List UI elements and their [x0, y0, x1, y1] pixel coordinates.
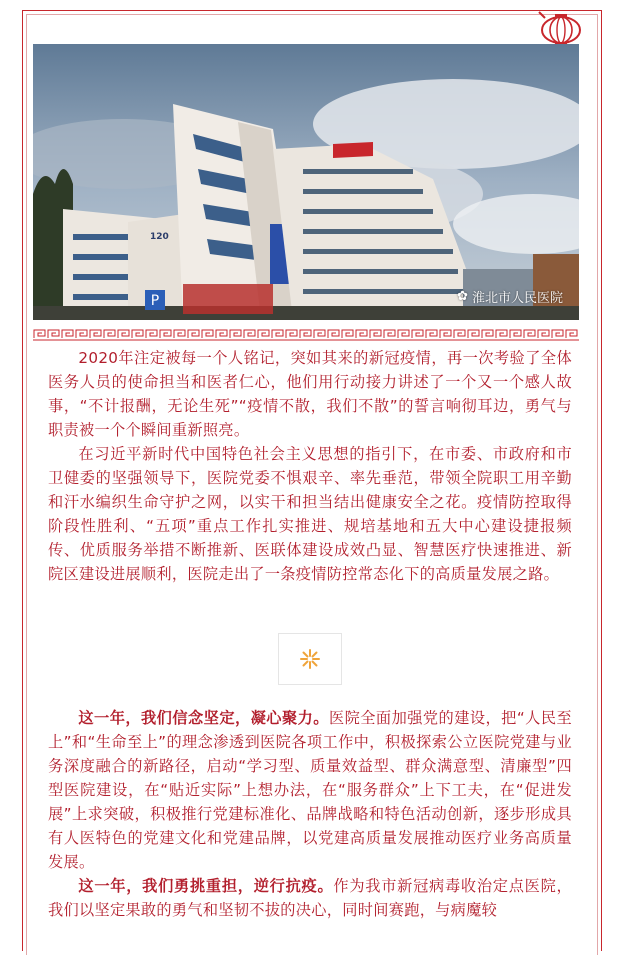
svg-text:P: P [150, 293, 160, 309]
wechat-icon: ✿ [457, 289, 468, 304]
paragraph-3-lead: 这一年，我们信念坚定，凝心聚力。 [78, 709, 329, 727]
section-divider [278, 633, 342, 685]
paragraph-3 [48, 706, 572, 874]
sunburst-icon [299, 648, 321, 670]
paragraph-4-body: 作为我市新冠病毒收治定点医院，我们以坚定果敢的勇气和坚韧不拔的决心，同时间赛跑，与病魔较 [48, 877, 572, 919]
paragraph-2: 在习近平新时代中国特色社会主义思想的指引下，在市委、市政府和市卫健委的坚强领导下，医院党委不惧艰辛、率先垂范，带领全院职工用辛勤和汗水编织生命守护之网，以实干和担当结出健康安全之花。疫情防控取得阶段性胜利、“五项”重点工作扎实推进、规培基地和五大中心建设捷报频传、优质服务举措不断推新、医联体建设成效凸显、智慧医疗快速推进、新院区建设进展顺利，医院走出了一条疫情防控常态化下的高质量发展之路。 [48, 445, 572, 583]
watermark [457, 287, 563, 306]
hospital-photo [33, 44, 579, 320]
paragraph-1: 2020年注定被每一个人铭记，突如其来的新冠疫情，再一次考验了全体医务人员的使命担当和医者仁心，他们用行动接力讲述了一个又一个感人故事，“不计报酬，无论生死”“疫情不散，我们不散”的誓言响彻耳边，勇气与职责被一个个瞬间重新照亮。 [48, 349, 572, 439]
paragraph-4 [48, 874, 572, 922]
watermark-text: 淮北市人民医院 [471, 291, 563, 306]
paragraph-4-lead: 这一年，我们勇挑重担，逆行抗疫。 [78, 877, 334, 895]
article-intro [48, 346, 572, 586]
fret-border-top [33, 329, 579, 339]
paragraph-3-body: 医院全面加强党的建设，把“人民至上”和“生命至上”的理念渗透到医院各项工作中，积极探索公立医院党建与业务深度融合的新路径，启动“学习型、质量效益型、群众满意型、清廉型”四型医院建设，在“贴近实际”上想办法，在“服务群众”上下工夫，在“促进发展”上求突破，积极推行党建标准化、品牌战略和特色活动创新，逐步形成具有人医特色的党建文化和党建品牌，以党建高质量发展推动医疗业务高质量发展。 [48, 709, 572, 871]
lantern-ornament-icon [533, 8, 585, 46]
article-body [48, 706, 572, 922]
building-sign-text: 120 [150, 232, 169, 242]
